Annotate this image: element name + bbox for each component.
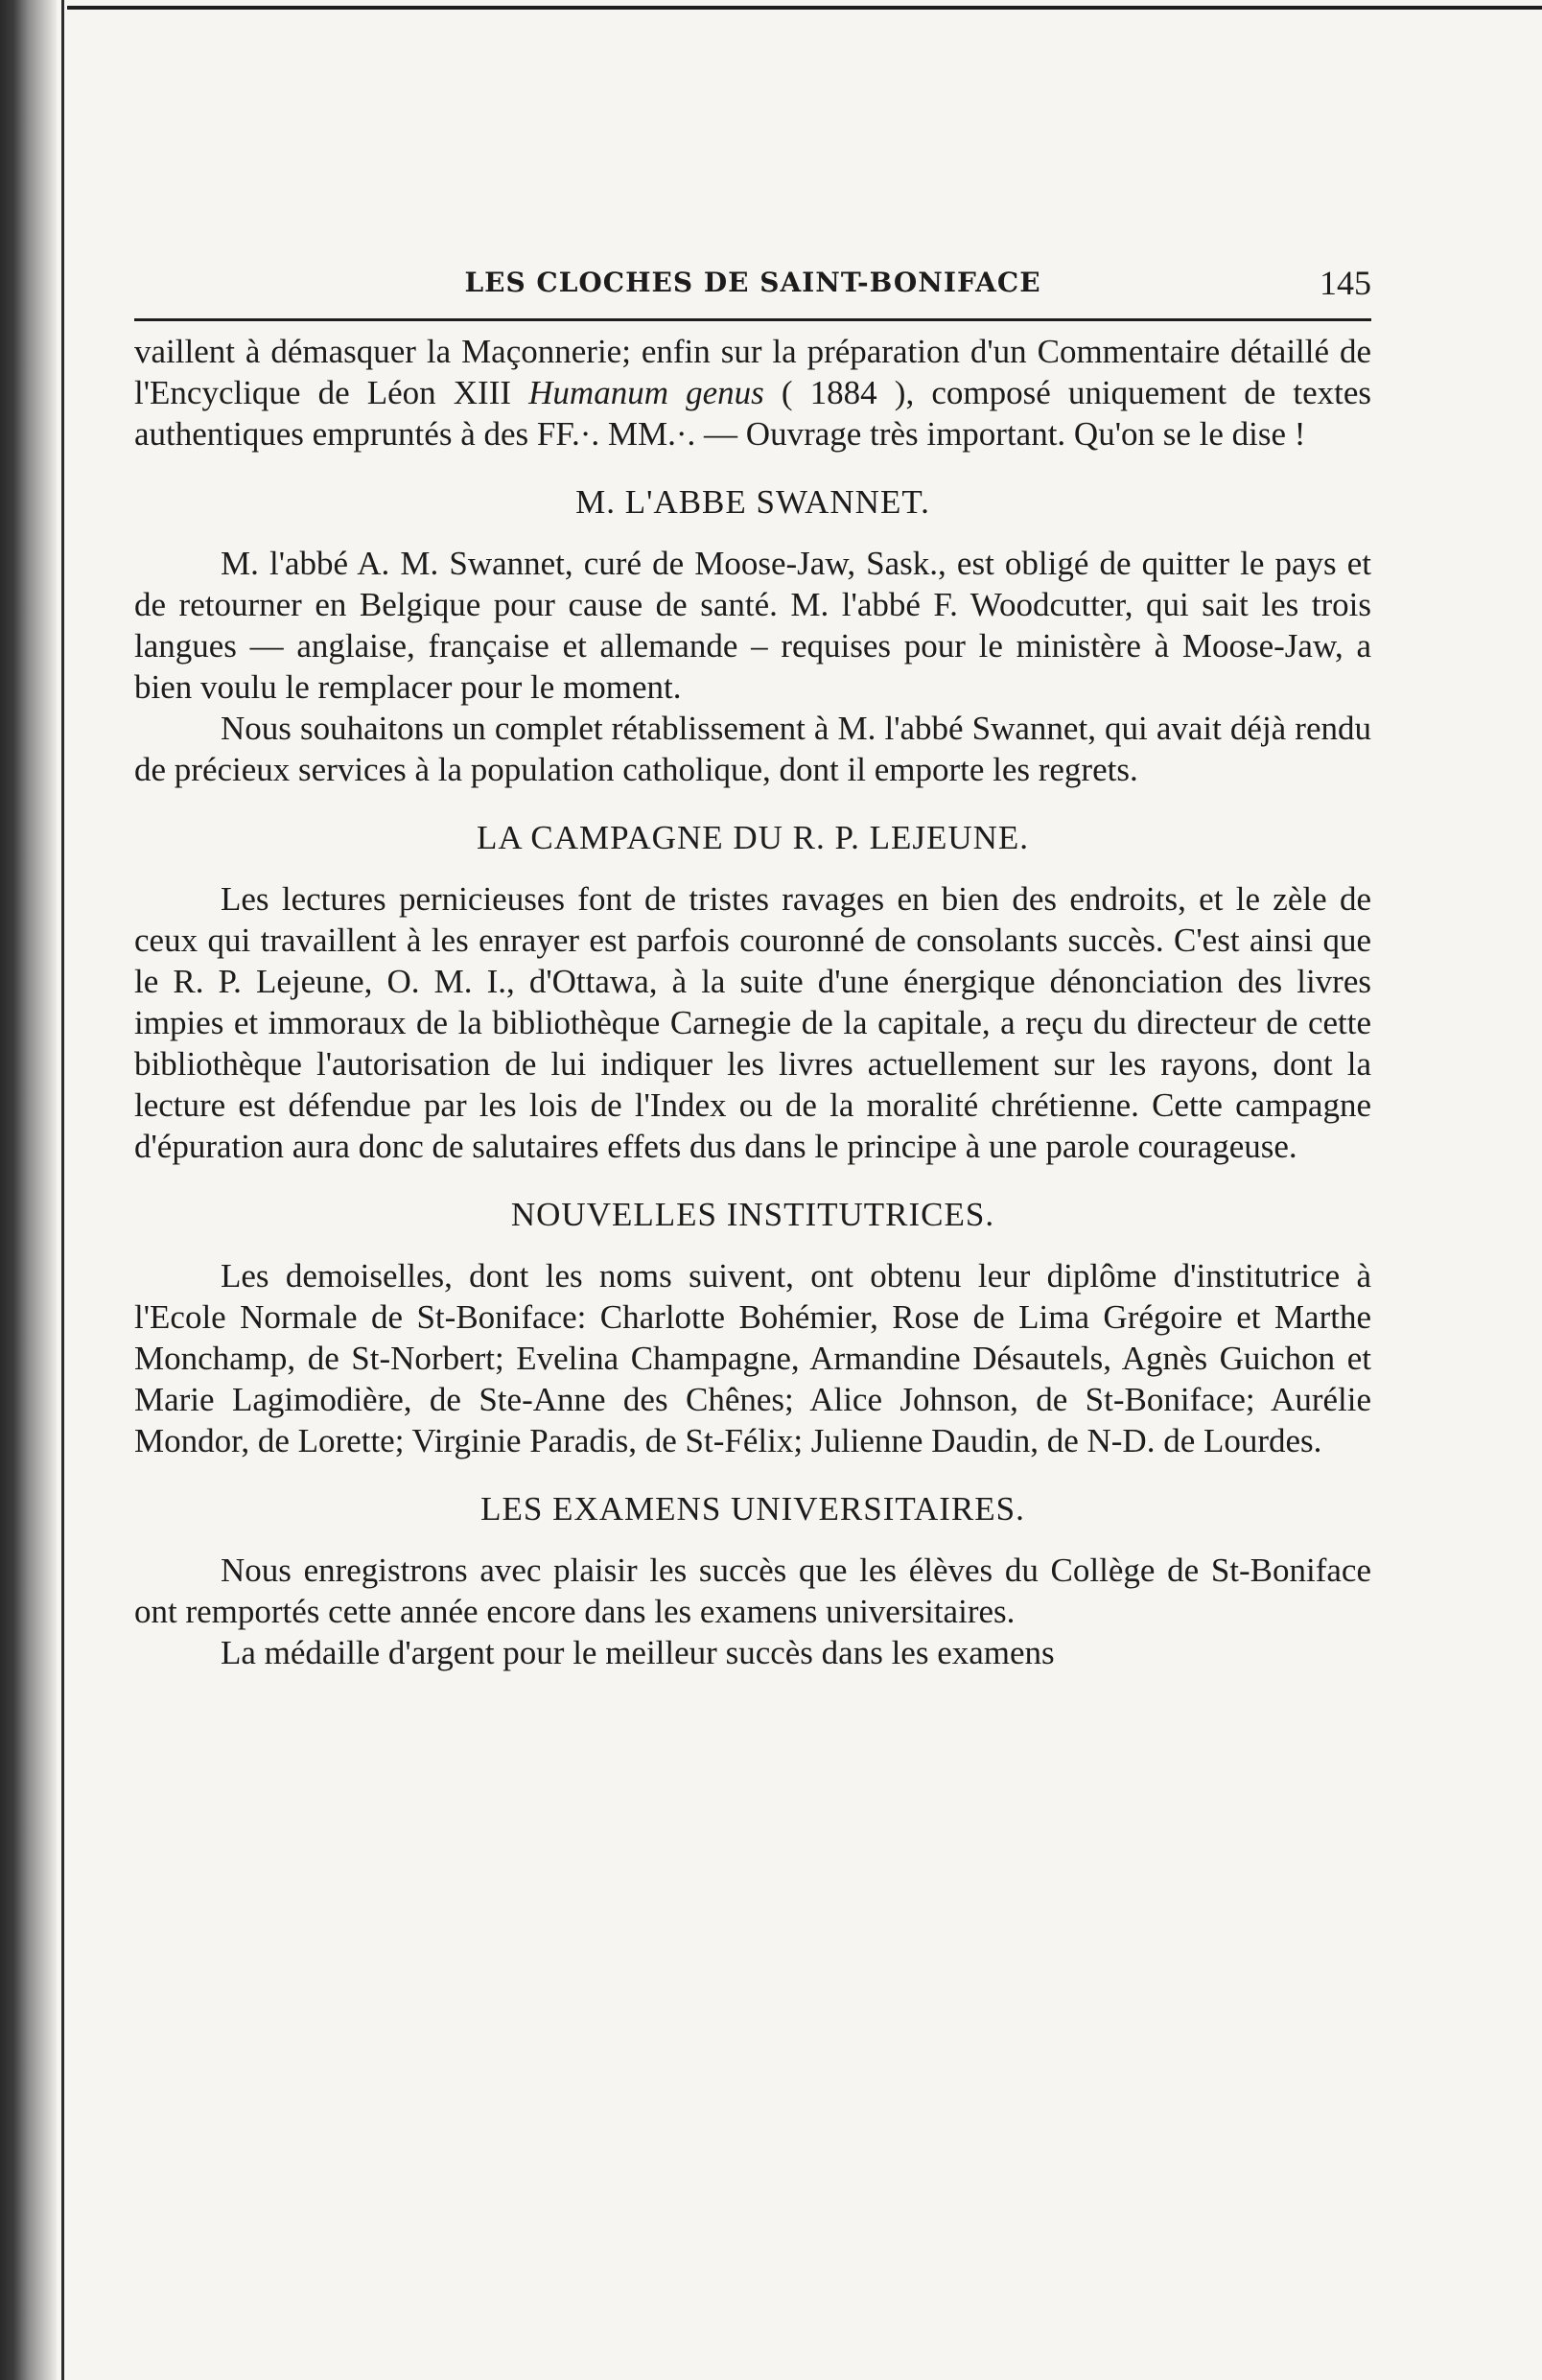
book-page	[134, 249, 1371, 1673]
continuation-paragraph	[134, 331, 1371, 455]
binding-edge	[0, 0, 58, 2380]
paragraph: La médaille d'argent pour le meilleur succès dans les examens	[221, 1634, 1055, 1671]
section-examens	[134, 1490, 1371, 1673]
section-heading: NOUVELLES INSTITUTRICES.	[510, 1196, 995, 1233]
running-title: LES CLOCHES DE SAINT-BONIFACE	[464, 267, 1041, 298]
binding-line	[61, 0, 64, 2380]
paragraph: M. l'abbé A. M. Swannet, curé de Moose-Jaw, Sask., est obligé de quitter le pays et de retourner en Belgique pour cause de santé. M. l'abbé F. Woodcutter, qui sait les trois langues — anglaise, française et allemande – requises pour le ministère à Moose-Jaw, a bien voulu le remplacer pour le moment.	[134, 545, 1371, 706]
continuation-text-start: vaillent à démasquer la Maçonnerie; enfin sur la préparation d'un Commentaire détaillé de l'Encyclique de Léon XIII	[134, 333, 1371, 411]
section-institutrices	[134, 1196, 1371, 1461]
continuation-text-end: ( 1884 ), composé uniquement de textes authentiques empruntés à des FF.·. MM.·. — Ouvrage très important. Qu'on se le dise !	[134, 374, 1372, 453]
section-swannet	[134, 483, 1371, 790]
head-rule	[134, 318, 1371, 321]
paragraph: Nous enregistrons avec plaisir les succès que les élèves du Collège de St-Boniface ont remportés cette année encore dans les examens universitaires.	[134, 1552, 1371, 1630]
running-head	[134, 249, 1371, 307]
paragraph: Les demoiselles, dont les noms suivent, ont obtenu leur diplôme d'institutrice à l'Ecole Normale de St-Boniface: Charlotte Bohémier, Rose de Lima Grégoire et Marthe Monchamp, de St-Norbert; Evelina Champagne, Armandine Désautels, Agnès Guichon et Marie Lagimodière, de Ste-Anne des Chênes; Alice Johnson, de St-Boniface; Aurélie Mondor, de Lorette; Virginie Paradis, de St-Félix; Julienne Daudin, de N-D. de Lourdes.	[134, 1257, 1371, 1459]
section-lejeune	[134, 819, 1371, 1167]
section-heading: LES EXAMENS UNIVERSITAIRES.	[480, 1490, 1025, 1528]
top-rule	[67, 6, 1542, 10]
page-number: 145	[1320, 264, 1371, 302]
section-heading: LA CAMPAGNE DU R. P. LEJEUNE.	[476, 819, 1030, 856]
paragraph: Les lectures pernicieuses font de tristes ravages en bien des endroits, et le zèle de ceux qui travaillent à les enrayer est parfois couronné de consolants succès. C'est ainsi que le R. P. Lejeune, O. M. I., d'Ottawa, à la suite d'une énergique dénonciation des livres impies et immoraux de la bibliothèque Carnegie de la capitale, a reçu du directeur de cette bibliothèque l'autorisation de lui indiquer les livres actuellement sur les rayons, dont la lecture est défendue par les lois de l'Index ou de la moralité chrétienne. Cette campagne d'épuration aura donc de salutaires effets dus dans le principe à une parole courageuse.	[134, 880, 1371, 1165]
paragraph: Nous souhaitons un complet rétablissement à M. l'abbé Swannet, qui avait déjà rendu de précieux services à la population catholique, dont il emporte les regrets.	[134, 710, 1371, 788]
section-heading: M. L'ABBE SWANNET.	[575, 483, 930, 521]
encyclical-title: Humanum genus	[528, 374, 764, 411]
